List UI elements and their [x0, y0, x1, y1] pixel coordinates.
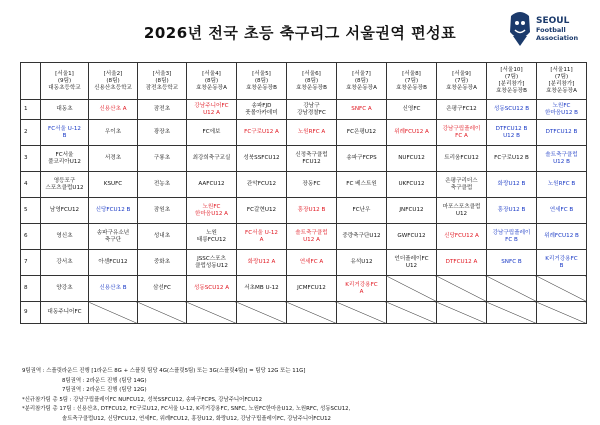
- team-name: 삼선FC: [153, 285, 171, 291]
- team-name: 축구클럽: [450, 184, 473, 191]
- team-cell: [437, 146, 487, 172]
- header-line: [서울11]: [550, 67, 573, 73]
- team-cell: [89, 100, 138, 120]
- header-line: [서울4]: [202, 70, 221, 77]
- notes: [22, 367, 582, 425]
- empty-slot: [437, 302, 487, 324]
- team-cell: [337, 276, 387, 302]
- team-cell: [237, 276, 287, 302]
- team-name: 신당FCU12 B: [95, 207, 131, 213]
- team-cell: [487, 198, 537, 224]
- team-cell: [337, 224, 387, 250]
- team-cell: [387, 100, 437, 120]
- note-line: 9팀권역 : 스플릿라운드 진행 [1라운드 8G + 스플릿 팀당 4G(스플릿5팀) 또는 3G(스플릿4팀)] = 팀당 12G 또는 11G]: [22, 368, 306, 374]
- team-name: 구룡초: [153, 155, 171, 161]
- team-name: 솔트축구클럽: [295, 229, 328, 236]
- header-line: (7팀): [454, 77, 469, 84]
- row-number: 3: [21, 146, 41, 172]
- team-name: FC 베스트원: [346, 181, 377, 187]
- team-name: 성동SCU12 B: [493, 106, 530, 112]
- team-name: 풀코리아U12: [48, 158, 81, 165]
- team-name: 신영FC: [402, 106, 421, 112]
- team-cell: [237, 100, 287, 120]
- team-name: GWFCU12: [397, 233, 426, 239]
- header-line: [서울8]: [402, 70, 421, 77]
- team-cell: [487, 224, 537, 250]
- team-cell: [537, 100, 587, 120]
- team-cell: [387, 172, 437, 198]
- header-line: 효창운동장A: [196, 84, 227, 91]
- seoul-fa-logo: [507, 6, 589, 52]
- team-name: FC B: [505, 236, 518, 243]
- header-line: (7팀): [404, 77, 419, 84]
- team-name: 언더플레이FC: [394, 255, 429, 262]
- header-line: [서울3]: [152, 70, 172, 77]
- team-cell: [138, 224, 187, 250]
- team-cell: [537, 250, 587, 276]
- team-name: U12 A: [303, 236, 320, 243]
- empty-slot: [487, 276, 537, 302]
- note-line: 8팀권역 : 2라운드 진행 (팀당 14G): [62, 377, 147, 384]
- team-name: 화랑U12 B: [497, 181, 526, 187]
- team-name: DTFCU12 A: [445, 259, 478, 265]
- team-name: 아센FCU12: [98, 259, 128, 265]
- team-cell: [487, 146, 537, 172]
- team-cell: [41, 302, 89, 324]
- team-cell: [337, 146, 387, 172]
- team-name: 강남구립플레이: [492, 229, 531, 236]
- team-cell: [187, 198, 237, 224]
- team-name: 신용산초 B: [99, 285, 127, 291]
- header-line: 대동초등학교: [48, 84, 81, 91]
- team-name: 노원FC: [552, 102, 571, 109]
- team-name: 연세FC B: [549, 207, 574, 213]
- region-header: [89, 63, 138, 100]
- team-name: 연세FC A: [299, 259, 324, 265]
- team-name: FC갈현U12: [246, 207, 277, 213]
- team-cell: [138, 198, 187, 224]
- team-name: 태릉FCU12: [196, 236, 227, 243]
- region-header: [237, 63, 287, 100]
- team-name: 광장초: [153, 129, 171, 135]
- team-name: 중량축구단U12: [342, 233, 381, 239]
- team-cell: [487, 172, 537, 198]
- header-line: [서울6]: [302, 70, 321, 77]
- page-title: 2026년 전국 초등 축구리그 서울권역 편성표: [143, 24, 457, 42]
- team-name: B: [559, 262, 564, 269]
- team-cell: [437, 172, 487, 198]
- team-name: FC A: [455, 132, 468, 139]
- team-cell: [41, 120, 89, 146]
- team-name: 송파구유소년: [96, 229, 130, 236]
- team-name: 한마음U12 B: [544, 109, 579, 116]
- row-number: 8: [21, 276, 41, 302]
- team-name: U12 B: [553, 158, 570, 165]
- team-cell: [237, 224, 287, 250]
- team-name: 신당FCU12 A: [444, 233, 479, 239]
- team-name: 서경초: [104, 155, 122, 161]
- team-name: FC은평U12: [346, 129, 377, 135]
- team-name: 송파구FCPS: [346, 155, 377, 161]
- team-cell: [41, 224, 89, 250]
- team-cell: [237, 172, 287, 198]
- header-line: 잠전초등학교: [145, 84, 179, 91]
- header-line: [서울10]: [500, 67, 523, 73]
- team-cell: [187, 146, 237, 172]
- team-name: KSUFC: [103, 181, 123, 187]
- team-name: DTFCU12 B: [545, 129, 578, 135]
- row-number: 9: [21, 302, 41, 324]
- header-line: (8팀): [204, 77, 219, 84]
- team-name: 장동FC: [302, 181, 321, 187]
- team-name: 트리움FCU12: [444, 155, 479, 161]
- team-name: U12: [405, 262, 418, 269]
- team-cell: [138, 250, 187, 276]
- league-table: [20, 62, 587, 324]
- team-name: 강남구립플레이: [442, 125, 481, 132]
- header-line: 효창운동장B: [496, 88, 527, 94]
- header-line: 효창운동장B: [246, 84, 277, 91]
- team-cell: [187, 172, 237, 198]
- team-name: DTFCU12 B: [495, 125, 528, 132]
- team-name: 은평구FC12: [446, 106, 477, 112]
- team-cell: [437, 224, 487, 250]
- team-cell: [89, 172, 138, 198]
- header-line: (8팀): [155, 77, 169, 84]
- header-line: (7팀): [504, 74, 519, 80]
- team-cell: [337, 120, 387, 146]
- team-cell: [287, 250, 337, 276]
- team-cell: [337, 198, 387, 224]
- team-name: U12 A: [203, 109, 220, 116]
- row-number: 1: [21, 100, 41, 120]
- team-name: 대동초: [56, 106, 73, 112]
- team-cell: [41, 198, 89, 224]
- team-name: 대동주니어FC: [47, 309, 82, 315]
- region-header: [537, 63, 587, 100]
- header-line: 효창운동장B: [296, 84, 327, 91]
- team-name: K리거강용FC: [345, 281, 378, 288]
- team-name: FC서울 U-12: [245, 229, 278, 236]
- team-name: 흥장U12 B: [297, 207, 326, 213]
- team-name: 노원RFC A: [297, 129, 326, 135]
- header-line: [서울9]: [452, 70, 471, 77]
- empty-slot: [187, 302, 237, 324]
- note-line: 솔트축구클럽U12, 신당FCU12, 연세FC, 위례FCU12, 흥장U12, 화랑U12, 강남구립플레이FC, 강남주니어FCU12: [62, 415, 331, 422]
- header-line: (8팀): [254, 77, 269, 84]
- team-name: 최강희축구교실: [192, 155, 231, 161]
- haetae-emblem-icon: [507, 10, 533, 48]
- table-header-row: [21, 63, 587, 100]
- team-cell: [138, 276, 187, 302]
- team-cell: [387, 250, 437, 276]
- team-name: SNFC B: [501, 259, 522, 265]
- team-name: U12: [455, 210, 468, 217]
- team-name: JSSC스포츠: [197, 255, 226, 262]
- team-cell: [41, 100, 89, 120]
- team-name: A: [359, 288, 364, 295]
- team-name: 성북SSFCU12: [243, 155, 280, 161]
- team-name: 유석U12: [350, 259, 373, 265]
- team-name: 영신초: [56, 233, 73, 239]
- team-name: AAFCU12: [198, 181, 225, 187]
- team-name: FC에보: [202, 129, 221, 135]
- team-name: FCU12: [302, 158, 321, 165]
- team-name: 신용산초 A: [99, 106, 127, 112]
- team-name: NUFCU12: [398, 155, 425, 161]
- team-name: 노원FC: [202, 203, 221, 210]
- team-cell: [41, 250, 89, 276]
- team-name: 송파FJD: [251, 102, 272, 109]
- team-name: K리거강용FC: [545, 255, 578, 262]
- team-cell: [138, 146, 187, 172]
- team-cell: [89, 198, 138, 224]
- region-header: [41, 63, 89, 100]
- row-number: 7: [21, 250, 41, 276]
- team-cell: [237, 120, 287, 146]
- empty-slot: [387, 276, 437, 302]
- team-cell: [138, 100, 187, 120]
- region-header: [337, 63, 387, 100]
- team-cell: [487, 250, 537, 276]
- empty-slot: [237, 302, 287, 324]
- table-row: [21, 172, 587, 198]
- team-cell: [487, 100, 537, 120]
- note-line: *신규참가팀 총 5팀 : 강남구립플레이FC NUFCU12, 성북SSFCU12, 송파구FCPS, 강남주니어FCU12: [22, 396, 262, 403]
- team-cell: [89, 120, 138, 146]
- header-line: [분리참가]: [548, 81, 575, 87]
- team-cell: [187, 276, 237, 302]
- team-name: 영등포구: [53, 177, 76, 184]
- team-name: 관악FCU12: [246, 181, 277, 187]
- empty-slot: [537, 276, 587, 302]
- team-cell: [237, 198, 287, 224]
- team-name: 노원: [206, 229, 217, 236]
- team-name: 위례FCU12 B: [544, 233, 579, 239]
- team-cell: [337, 250, 387, 276]
- team-name: 풋볼아카데미: [245, 109, 278, 116]
- note-line: 7팀권역 : 2라운드 진행 (팀당 12G): [62, 387, 147, 394]
- row-number: 5: [21, 198, 41, 224]
- team-cell: [287, 146, 337, 172]
- team-name: 서초MB U-12: [244, 285, 279, 291]
- team-cell: [387, 224, 437, 250]
- team-name: 강서초: [56, 259, 73, 265]
- team-name: 전농초: [153, 181, 171, 187]
- team-cell: [287, 100, 337, 120]
- team-cell: [41, 276, 89, 302]
- empty-slot: [138, 302, 187, 324]
- empty-slot: [287, 302, 337, 324]
- team-cell: [138, 120, 187, 146]
- team-name: 흥장U12 B: [497, 207, 526, 213]
- region-header: [138, 63, 187, 100]
- team-name: 솔트축구클럽: [545, 151, 578, 158]
- team-cell: [237, 146, 287, 172]
- row-number: 4: [21, 172, 41, 198]
- empty-slot: [487, 302, 537, 324]
- header-line: (8팀): [106, 77, 120, 84]
- team-cell: [187, 100, 237, 120]
- team-cell: [387, 146, 437, 172]
- empty-slot: [537, 302, 587, 324]
- team-cell: [287, 198, 337, 224]
- team-name: JNFCU12: [399, 207, 424, 213]
- table-body: [21, 100, 587, 324]
- team-cell: [287, 120, 337, 146]
- team-name: JCMFCU12: [297, 285, 326, 291]
- table-row: [21, 100, 587, 120]
- empty-slot: [437, 276, 487, 302]
- team-name: FC난우: [352, 207, 371, 213]
- header-line: [서울5]: [252, 70, 271, 77]
- team-name: 축구단: [104, 236, 122, 243]
- header-corner: [21, 63, 41, 100]
- team-cell: [89, 224, 138, 250]
- team-name: 성동SCU12 A: [193, 285, 230, 291]
- team-name: 강남주니어FC: [194, 102, 229, 109]
- team-name: 화랑U12 A: [247, 259, 276, 265]
- team-cell: [387, 198, 437, 224]
- team-cell: [187, 224, 237, 250]
- logo-line2: Football: [536, 26, 566, 34]
- table-row: [21, 120, 587, 146]
- team-name: FC구로U12 A: [244, 129, 279, 135]
- team-cell: [437, 100, 487, 120]
- team-cell: [537, 224, 587, 250]
- team-name: 노원RFC B: [547, 181, 576, 187]
- team-name: 위례FCU12 A: [394, 129, 429, 135]
- team-name: 클럽성동U12: [195, 262, 228, 269]
- team-name: B: [62, 132, 67, 139]
- team-cell: [287, 276, 337, 302]
- team-cell: [41, 146, 89, 172]
- logo-line1: SEOUL: [536, 16, 570, 26]
- team-name: 양강초: [56, 285, 73, 291]
- team-cell: [537, 198, 587, 224]
- region-header: [437, 63, 487, 100]
- row-number: 6: [21, 224, 41, 250]
- header-line: 효창운동장B: [396, 84, 427, 91]
- note-line: *분리참가팀 총 17팀 : 신용산초, DTFCU12, FC구로U12, FC서울 U-12, K리거강용FC, SNFC, 노원FC한마음U12, 노원RFC, 성동SCU12,: [22, 406, 351, 413]
- header-line: [서울1]: [55, 70, 74, 77]
- header-line: [분리참가]: [498, 81, 525, 87]
- team-cell: [89, 146, 138, 172]
- team-cell: [437, 250, 487, 276]
- empty-slot: [337, 302, 387, 324]
- team-name: FC서울: [55, 151, 74, 158]
- team-cell: [138, 172, 187, 198]
- region-header: [387, 63, 437, 100]
- header-line: [서울7]: [352, 70, 371, 77]
- team-cell: [287, 172, 337, 198]
- team-cell: [437, 120, 487, 146]
- team-cell: [487, 120, 537, 146]
- team-cell: [537, 120, 587, 146]
- team-name: FC구로U12 B: [494, 155, 529, 161]
- team-cell: [187, 120, 237, 146]
- team-cell: [89, 276, 138, 302]
- team-name: 잠전초: [153, 106, 171, 112]
- team-name: A: [259, 236, 264, 243]
- team-cell: [387, 120, 437, 146]
- team-cell: [89, 250, 138, 276]
- region-header: [487, 63, 537, 100]
- table-row: [21, 302, 587, 324]
- team-cell: [41, 172, 89, 198]
- team-name: 강남경찰FC: [297, 109, 326, 116]
- region-header: [187, 63, 237, 100]
- team-cell: [437, 198, 487, 224]
- header-line: (8팀): [304, 77, 319, 84]
- table-row: [21, 250, 587, 276]
- team-name: 성내초: [153, 233, 171, 239]
- header-line: (8팀): [354, 77, 369, 84]
- table-row: [21, 146, 587, 172]
- header-line: 효창운동장A: [346, 84, 377, 91]
- team-name: 강남구: [303, 102, 320, 109]
- team-name: 신정축구클럽: [295, 151, 328, 158]
- header-line: 효창운동장A: [446, 84, 477, 91]
- team-name: 남영FCU12: [49, 207, 80, 213]
- team-name: U12 B: [503, 132, 520, 139]
- header-line: 신용산초등학교: [94, 84, 132, 91]
- empty-slot: [387, 302, 437, 324]
- team-name: FC서울 U-12: [48, 125, 81, 132]
- header-line: (9팀): [57, 77, 72, 84]
- team-name: SNFC A: [351, 106, 372, 112]
- team-cell: [537, 146, 587, 172]
- team-name: 잠원초: [153, 207, 171, 213]
- region-header: [287, 63, 337, 100]
- team-cell: [337, 172, 387, 198]
- header-line: [서울2]: [103, 70, 123, 77]
- team-name: 한마음U12 A: [194, 210, 229, 217]
- empty-slot: [89, 302, 138, 324]
- logo-line3: Association: [536, 34, 579, 42]
- table-row: [21, 276, 587, 302]
- team-cell: [337, 100, 387, 120]
- logo-text: [536, 16, 578, 42]
- table-row: [21, 198, 587, 224]
- team-cell: [187, 250, 237, 276]
- team-cell: [537, 172, 587, 198]
- team-cell: [287, 224, 337, 250]
- team-name: 은평구리더스: [445, 177, 478, 184]
- row-number: 2: [21, 120, 41, 146]
- header-line: (7팀): [554, 74, 569, 80]
- team-name: 마포스포츠클럽: [442, 203, 481, 210]
- header-line: 효창운동장A: [546, 88, 577, 94]
- team-name: UKFCU12: [398, 181, 425, 187]
- team-name: 스포츠클럽U12: [45, 184, 84, 191]
- team-name: 우이초: [104, 129, 122, 135]
- table-row: [21, 224, 587, 250]
- team-cell: [237, 250, 287, 276]
- team-name: 중화초: [153, 259, 171, 265]
